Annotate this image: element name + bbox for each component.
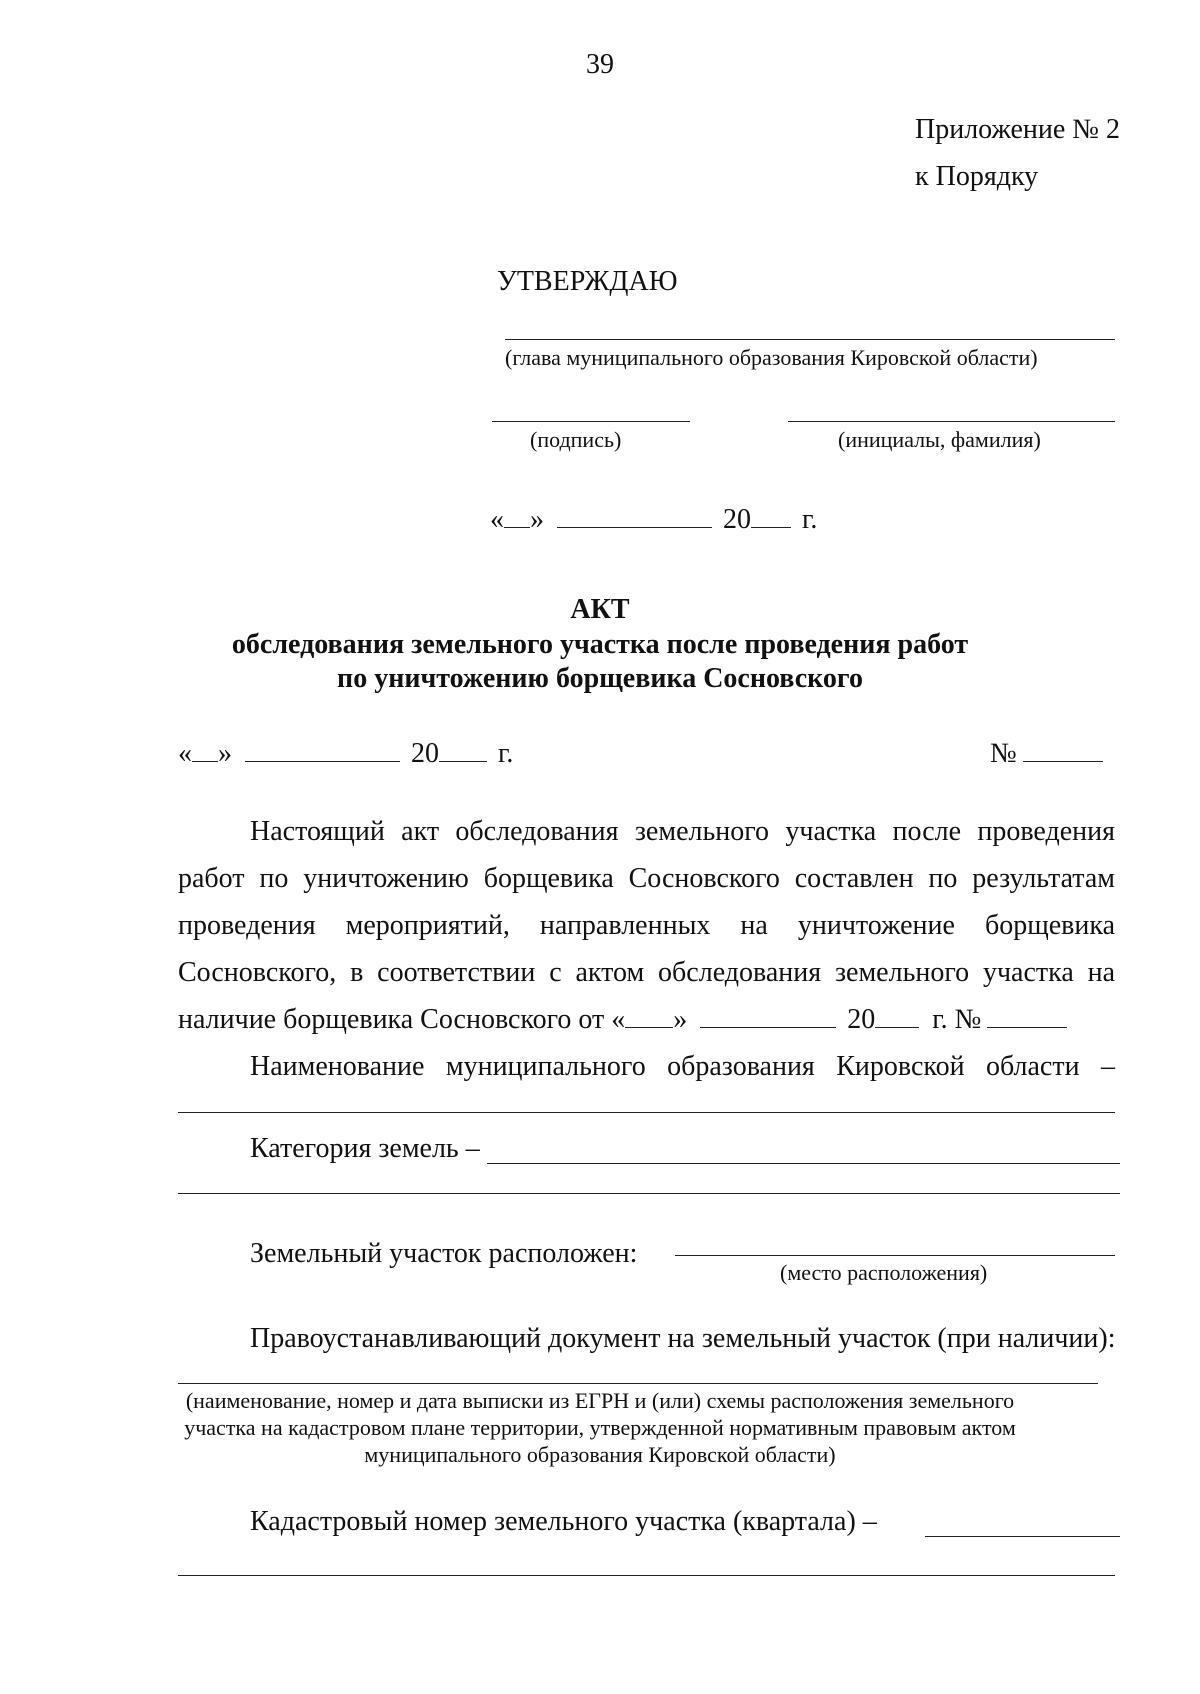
- land-category-label: Категория земель –: [250, 1133, 480, 1164]
- ref-number-blank: [987, 1005, 1067, 1028]
- signature-caption: (подпись): [530, 427, 622, 452]
- location-caption: (место расположения): [780, 1260, 988, 1285]
- signature-line: [492, 421, 690, 422]
- approval-title: УТВЕРЖДАЮ: [497, 266, 678, 297]
- location-line: [675, 1255, 1115, 1256]
- title-doc-line: [178, 1383, 1098, 1384]
- approval-month-blank: [557, 505, 712, 528]
- act-month-blank: [245, 739, 400, 762]
- title-doc-caption-line-1: (наименование, номер и дата выписки из ЕГРН и (или) схемы расположения земельного: [185, 1388, 1015, 1413]
- paragraph-line-2: работ по уничтожению борщевика Сосновского составлен по результатам: [178, 863, 1115, 894]
- approval-year-blank: [751, 505, 791, 528]
- approval-date: [490, 503, 817, 537]
- paragraph-line-5-suffix: г. №: [932, 1004, 982, 1035]
- cadastral-line-2: [178, 1575, 1115, 1576]
- approval-date-suffix: г.: [802, 504, 818, 535]
- page-number: 39: [586, 49, 614, 80]
- act-subtitle-line-1: обследования земельного участка после проведения работ: [231, 629, 969, 660]
- approval-day-blank: [504, 505, 530, 528]
- land-category-line-2: [178, 1193, 1120, 1194]
- title-doc-caption-line-2: участка на кадастровом плане территории, утвержденной нормативным правовым актом: [184, 1415, 1016, 1440]
- land-category-line-1: [487, 1163, 1120, 1164]
- paragraph-line-5-prefix: наличие борщевика Сосновского от «: [178, 1004, 626, 1035]
- act-date-quote-open: «: [178, 738, 192, 769]
- title-doc-label: Правоустанавливающий документ на земельный участок (при наличии):: [250, 1323, 1116, 1354]
- approval-date-quote-close: »: [530, 504, 544, 535]
- appendix-line-1: Приложение № 2: [915, 114, 1120, 145]
- ref-day-blank: [625, 1005, 673, 1028]
- cadastral-line-1: [925, 1536, 1120, 1537]
- act-title: АКТ: [570, 594, 630, 625]
- act-date: [178, 737, 513, 771]
- ref-month-blank: [700, 1005, 836, 1028]
- act-number-label: №: [990, 738, 1017, 769]
- act-number: [990, 737, 1103, 771]
- municipality-label: Наименование муниципального образования Кировской области –: [250, 1051, 1115, 1082]
- approval-date-year: 20: [723, 504, 751, 535]
- paragraph-line-5-year: 20: [847, 1004, 876, 1035]
- ref-year-blank: [875, 1005, 919, 1028]
- act-date-year: 20: [411, 738, 439, 769]
- act-date-suffix: г.: [498, 738, 514, 769]
- act-year-blank: [439, 739, 487, 762]
- paragraph-line-5: [178, 1003, 1067, 1037]
- act-subtitle-line-2: по уничтожению борщевика Сосновского: [337, 663, 863, 694]
- municipality-line: [178, 1112, 1115, 1113]
- name-caption: (инициалы, фамилия): [838, 427, 1041, 452]
- head-caption: (глава муниципального образования Кировской области): [505, 345, 1038, 370]
- cadastral-label: Кадастровый номер земельного участка (квартала) –: [250, 1506, 877, 1537]
- appendix-line-2: к Порядку: [915, 161, 1039, 192]
- initials-line: [788, 421, 1115, 422]
- paragraph-line-5-quote: »: [673, 1004, 688, 1035]
- approval-date-quote-open: «: [490, 504, 504, 535]
- act-day-blank: [192, 739, 218, 762]
- act-number-blank: [1023, 739, 1103, 762]
- paragraph-line-3: проведения мероприятий, направленных на уничтожение борщевика: [178, 910, 1115, 941]
- location-label: Земельный участок расположен:: [250, 1238, 638, 1269]
- head-name-line: [505, 339, 1115, 340]
- paragraph-line-4: Сосновского, в соответствии с актом обследования земельного участка на: [178, 957, 1115, 988]
- paragraph-line-1: Настоящий акт обследования земельного участка после проведения: [250, 816, 1115, 847]
- title-doc-caption-line-3: муниципального образования Кировской области): [364, 1442, 836, 1467]
- act-date-quote-close: »: [218, 738, 232, 769]
